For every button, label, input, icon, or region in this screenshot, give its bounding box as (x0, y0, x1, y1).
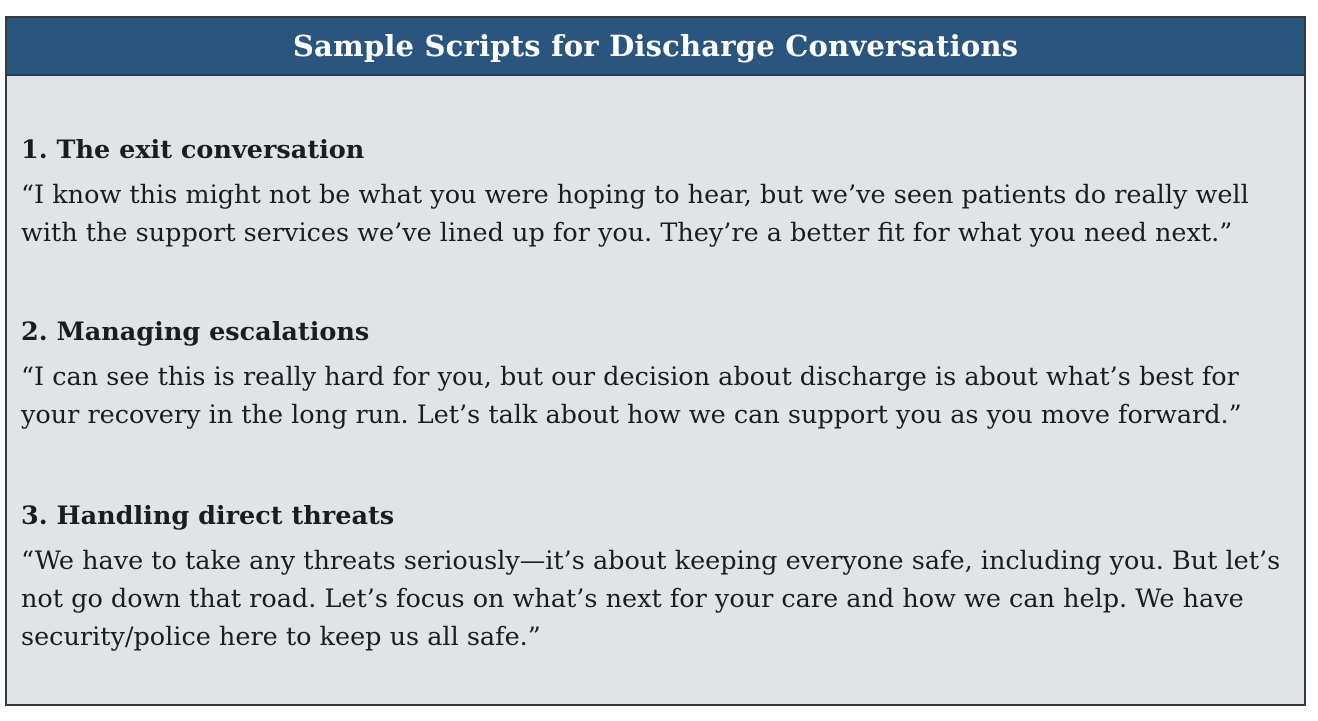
section-heading: 2. Managing escalations (21, 317, 370, 347)
section-heading: 1. The exit conversation (21, 135, 365, 165)
section-heading: 3. Handling direct threats (21, 501, 395, 531)
box-title: Sample Scripts for Discharge Conversations (292, 29, 1019, 63)
script-section-exit-conversation (21, 134, 1286, 252)
section-script-text: “We have to take any threats seriously—it’s about keeping everyone safe, including you. But let’s not go down that road. Let’s focus on what’s next for your care and how we can help. We have security/police here to keep us all safe.” (21, 546, 1281, 652)
section-script-text: “I can see this is really hard for you, but our decision about discharge is about what’s best for your recovery in the long run. Let’s talk about how we can support you as you move forward.” (21, 362, 1242, 430)
box-header (7, 18, 1304, 76)
script-section-handling-direct-threats (21, 500, 1286, 656)
script-section-managing-escalations (21, 316, 1286, 434)
section-script-text: “I know this might not be what you were hoping to hear, but we’ve seen patients do really well with the support services we’ve lined up for you. They’re a better fit for what you need next.” (21, 180, 1249, 248)
sample-scripts-box (5, 16, 1306, 706)
